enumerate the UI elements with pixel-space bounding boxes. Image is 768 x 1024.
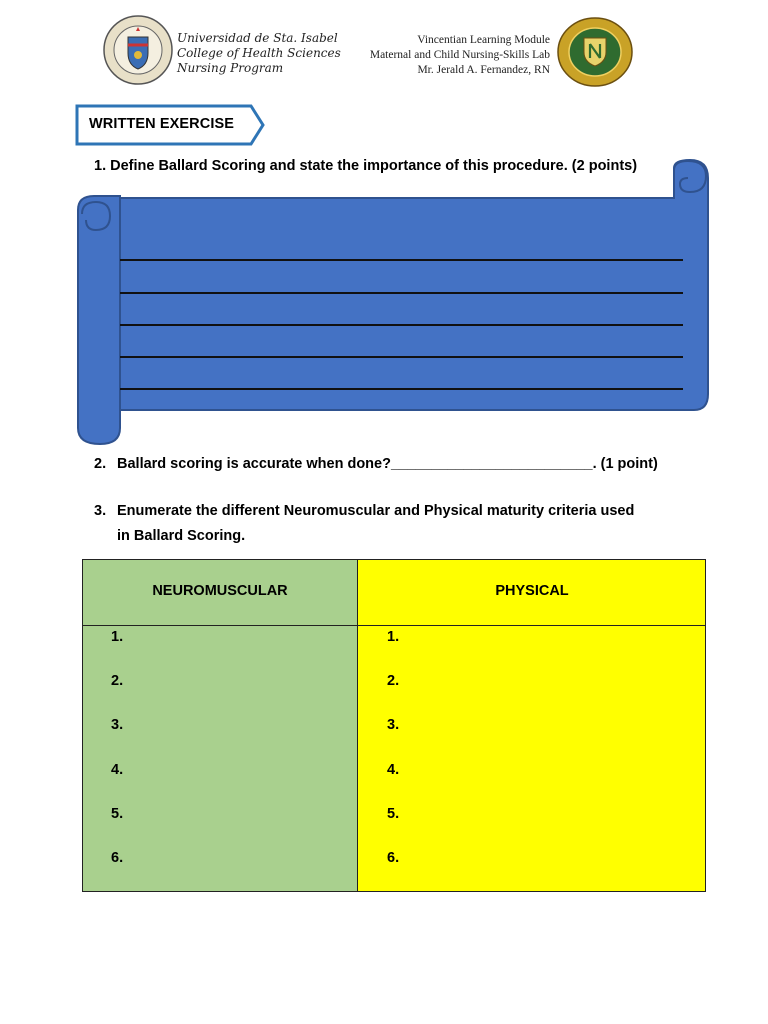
module-subject: Maternal and Child Nursing-Skills Lab <box>369 49 550 61</box>
college-of-nursing-logo <box>556 16 634 88</box>
physical-item-number: 3. <box>387 717 400 733</box>
question-2-number: 2. <box>94 456 107 472</box>
physical-item-number: 1. <box>387 629 400 645</box>
answer-line[interactable] <box>120 324 683 326</box>
question-1: 1. Define Ballard Scoring and state the importance of this procedure. (2 points) <box>94 158 638 174</box>
module-info-block <box>360 33 550 78</box>
answer-line[interactable] <box>120 259 683 261</box>
neuromuscular-item-number: 2. <box>111 673 124 689</box>
neuromuscular-header: NEUROMUSCULAR <box>152 583 288 599</box>
neuromuscular-item-number: 6. <box>111 850 124 866</box>
module-title: Vincentian Learning Module <box>417 34 550 46</box>
neuromuscular-item-number: 3. <box>111 717 124 733</box>
question-3-number: 3. <box>94 503 107 519</box>
answer-line[interactable] <box>120 292 683 294</box>
neuromuscular-item-number: 1. <box>111 629 124 645</box>
answer-scroll-banner <box>74 158 712 448</box>
section-tag-label: WRITTEN EXERCISE <box>89 116 234 132</box>
answer-line[interactable] <box>120 388 683 390</box>
question-2: Ballard scoring is accurate when done?_________________________. (1 point) <box>117 456 658 472</box>
physical-item-number: 6. <box>387 850 400 866</box>
neuromuscular-item-number: 4. <box>111 762 124 778</box>
college-name: College of Health Sciences <box>177 46 341 60</box>
university-name: Universidad de Sta. Isabel <box>177 31 338 45</box>
university-name-block <box>177 31 341 76</box>
physical-item-number: 5. <box>387 806 400 822</box>
question-3-line-2: in Ballard Scoring. <box>117 528 246 544</box>
university-seal-logo <box>103 15 173 85</box>
module-instructor: Mr. Jerald A. Fernandez, RN <box>417 64 550 76</box>
answer-line[interactable] <box>120 356 683 358</box>
program-name: Nursing Program <box>177 61 284 75</box>
physical-header: PHYSICAL <box>495 583 569 599</box>
neuromuscular-item-number: 5. <box>111 806 124 822</box>
physical-item-number: 2. <box>387 673 400 689</box>
physical-item-number: 4. <box>387 762 400 778</box>
question-3-line-1: Enumerate the different Neuromuscular and Physical maturity criteria used <box>117 503 635 519</box>
